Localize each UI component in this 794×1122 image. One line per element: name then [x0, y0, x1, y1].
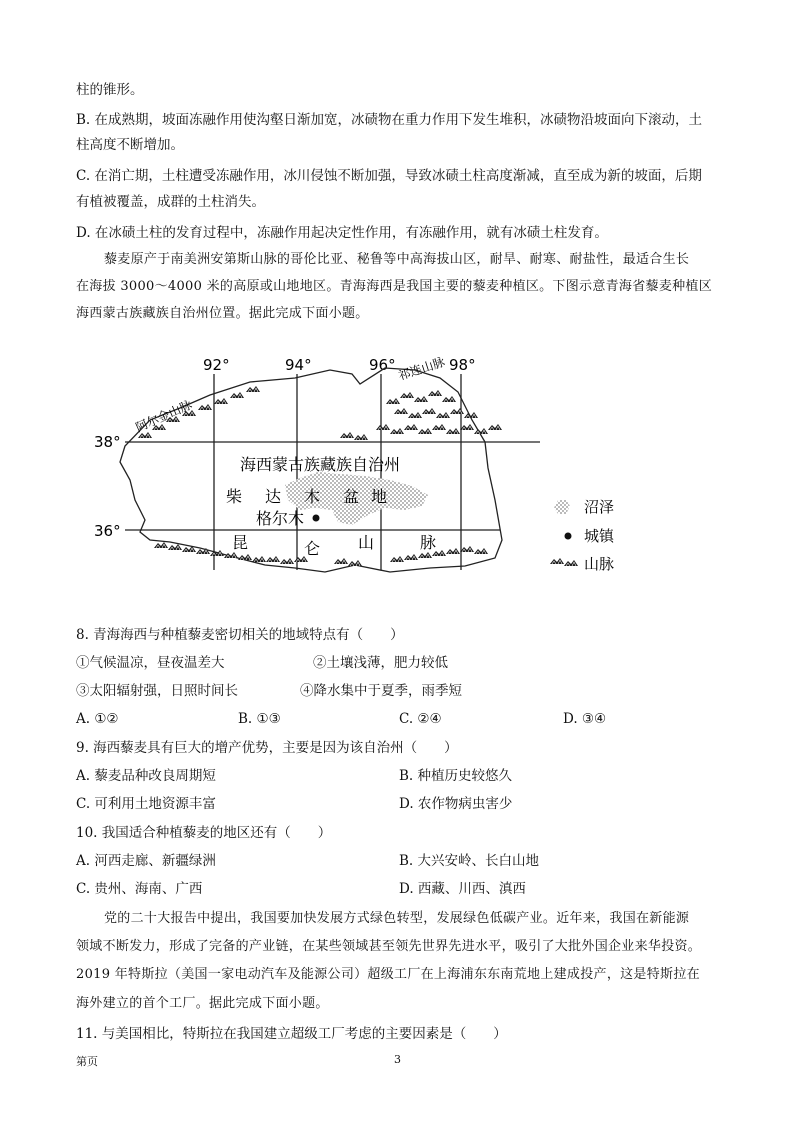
qilian-mountains: [340, 390, 502, 440]
q8-item-3: ③太阳辐射强，日照时间长: [76, 683, 238, 699]
kunlun-label-char: 昆: [232, 533, 249, 552]
mountain-legend-icon: [550, 558, 578, 566]
legend-swamp: 沼泽: [584, 498, 615, 516]
q8-option-d: D. ③④: [563, 711, 607, 727]
q8-item-4: ④降水集中于夏季，雨季短: [300, 683, 462, 699]
passage-line: 领域不断发力，形成了完备的产业链，在某些领域甚至领先世界先进水平，吸引了大批外国企业来华投资。: [76, 939, 702, 954]
q10-option-c: C. 贵州、海南、广西: [76, 881, 203, 897]
kunlun-label-char: 山: [358, 533, 375, 552]
lat-label: 38°: [94, 433, 121, 451]
legend-town: 城镇: [584, 527, 615, 545]
lon-label: 94°: [285, 356, 312, 374]
basin-label-char: 木: [304, 487, 321, 506]
basin-label-char: 盆: [343, 487, 360, 506]
lat-label: 36°: [94, 522, 121, 540]
map-legend: [550, 498, 615, 573]
q10-option-a: A. 河西走廊、新疆绿洲: [76, 853, 216, 869]
map-figure: [90, 350, 650, 612]
region-label: 海西蒙古族藏族自治州: [240, 455, 401, 474]
page-number: 3: [394, 1053, 401, 1066]
q8-option-c: C. ②④: [399, 711, 442, 727]
basin-label-char: 地: [371, 487, 388, 506]
text-line: 柱的锥形。: [76, 82, 144, 98]
passage-line: 海西蒙古族藏族自治州位置。据此完成下面小题。: [76, 306, 369, 321]
qilian-label: 祁连山脉: [396, 354, 447, 383]
option-c-text: C. 在消亡期，土柱遭受冻融作用，冰川侵蚀不断加强，导致冰碛土柱高度渐减，直至成为新的坡面，后期: [76, 168, 702, 184]
town-label: 格尔木: [256, 509, 305, 528]
q9-option-d: D. 农作物病虫害少: [399, 796, 513, 812]
basin-label-char: 达: [265, 487, 282, 506]
kunlun-mountains: [154, 542, 488, 566]
question-8-stem: 8. 青海海西与种植藜麦密切相关的地域特点有（ ）: [76, 627, 404, 643]
footer-label: 第页: [76, 1055, 98, 1068]
town-marker: [313, 515, 320, 522]
q9-option-b: B. 种植历史较悠久: [399, 768, 513, 784]
q10-option-d: D. 西藏、川西、滇西: [399, 881, 526, 897]
passage-line: 在海拔 3000～4000 米的高原或山地地区。青海海西是我国主要的藜麦种植区。下图示意青海省藜麦种植区: [76, 279, 713, 294]
town-legend-icon: [565, 533, 572, 540]
altun-label: 阿尔金山脉: [133, 397, 195, 435]
kunlun-label-char: 脉: [420, 533, 437, 552]
passage-line: 藜麦原产于南美洲安第斯山脉的哥伦比亚、秘鲁等中高海拔山区，耐旱、耐寒、耐盐性，最适合生长: [104, 252, 690, 267]
lon-label: 92°: [203, 356, 230, 374]
passage-line: 海外建立的首个工厂。据此完成下面小题。: [76, 996, 329, 1011]
text-line: 有植被覆盖，成群的土柱消失。: [76, 194, 265, 210]
q8-option-b: B. ①③: [238, 711, 281, 727]
question-10-stem: 10. 我国适合种植藜麦的地区还有（ ）: [76, 825, 332, 841]
lon-label: 96°: [369, 356, 396, 374]
q9-option-a: A. 藜麦品种改良周期短: [76, 768, 216, 784]
option-d-text: D. 在冰碛土柱的发育过程中，冻融作用起决定性作用，有冻融作用，就有冰碛土柱发育。: [76, 225, 608, 241]
question-11-stem: 11. 与美国相比，特斯拉在我国建立超级工厂考虑的主要因素是（ ）: [76, 1026, 507, 1042]
q9-option-c: C. 可利用土地资源丰富: [76, 796, 216, 812]
q8-item-2: ②土壤浅薄，肥力较低: [313, 655, 448, 671]
kunlun-label-char: 仑: [304, 539, 321, 558]
swamp-legend-icon: [554, 500, 570, 514]
passage-line: 2019 年特斯拉（美国一家电动汽车及能源公司）超级工厂在上海浦东东南荒地上建成投产，这是特斯拉在: [76, 967, 700, 982]
basin-label-char: 柴: [226, 487, 243, 506]
option-b-text: B. 在成熟期，坡面冻融作用使沟壑日渐加宽，冰碛物在重力作用下发生堆积，冰碛物沿坡面向下滚动，土: [76, 112, 703, 128]
q8-option-a: A. ①②: [76, 711, 119, 727]
text-line: 柱高度不断增加。: [76, 137, 184, 153]
q8-item-1: ①气候温凉，昼夜温差大: [76, 655, 225, 671]
question-9-stem: 9. 海西藜麦具有巨大的增产优势，主要是因为该自治州（ ）: [76, 740, 458, 756]
q10-option-b: B. 大兴安岭、长白山地: [399, 853, 540, 869]
lon-label: 98°: [449, 356, 476, 374]
legend-mountain: 山脉: [584, 555, 615, 573]
passage-line: 党的二十大报告中提出，我国要加快发展方式绿色转型，发展绿色低碳产业。近年来，我国在新能源: [104, 911, 690, 926]
